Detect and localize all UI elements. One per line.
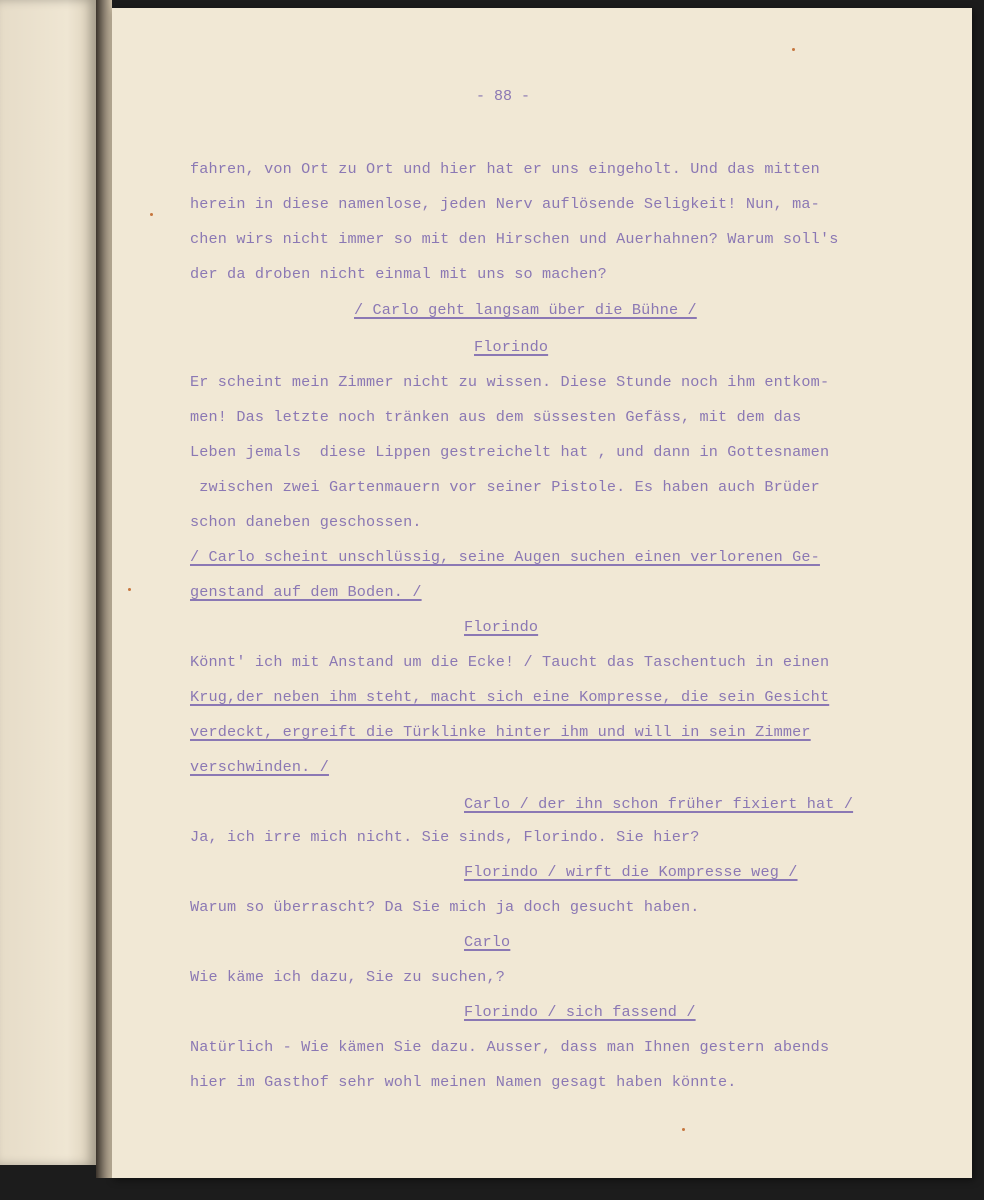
paper-speck <box>792 48 795 51</box>
speaker-name: Carlo / der ihn schon früher fixiert hat / <box>464 795 854 813</box>
stage-direction: / Carlo scheint unschlüssig, seine Augen suchen einen verlorenen Ge- <box>190 548 820 566</box>
paper-speck <box>682 1128 685 1131</box>
text-line: fahren, von Ort zu Ort und hier hat er uns eingeholt. Und das mitten <box>190 160 820 178</box>
text-line: Könnt' ich mit Anstand um die Ecke! / Taucht das Taschentuch in einen <box>190 653 830 671</box>
text-line: schon daneben geschossen. <box>190 513 422 531</box>
stage-direction: Krug,der neben ihm steht, macht sich eine Kompresse, die sein Gesicht <box>190 688 830 706</box>
page-number: - 88 - <box>476 88 531 105</box>
previous-page-edge <box>0 0 96 1165</box>
speaker-name: Carlo <box>464 933 511 951</box>
text-line: Er scheint mein Zimmer nicht zu wissen. Diese Stunde noch ihm entkom- <box>190 373 830 391</box>
text-line: Natürlich - Wie kämen Sie dazu. Ausser, dass man Ihnen gestern abends <box>190 1038 830 1056</box>
text-line: chen wirs nicht immer so mit den Hirschen und Auerhahnen? Warum soll's <box>190 230 839 248</box>
book-spine <box>96 0 112 1178</box>
text-line: Wie käme ich dazu, Sie zu suchen,? <box>190 968 505 986</box>
stage-direction: genstand auf dem Boden. / <box>190 583 422 601</box>
paper-speck <box>128 588 131 591</box>
text-line: Leben jemals diese Lippen gestreichelt hat , und dann in Gottesnamen <box>190 443 830 461</box>
typescript-page <box>112 8 972 1178</box>
stage-direction: verdeckt, ergreift die Türklinke hinter ihm und will in sein Zimmer <box>190 723 811 741</box>
speaker-name: Florindo / sich fassend / <box>464 1003 696 1021</box>
text-line: Ja, ich irre mich nicht. Sie sinds, Florindo. Sie hier? <box>190 828 700 846</box>
text-line: Warum so überrascht? Da Sie mich ja doch gesucht haben. <box>190 898 700 916</box>
text-line: zwischen zwei Gartenmauern vor seiner Pistole. Es haben auch Brüder <box>190 478 820 496</box>
speaker-name: Florindo <box>474 338 549 356</box>
text-line: hier im Gasthof sehr wohl meinen Namen gesagt haben könnte. <box>190 1073 737 1091</box>
text-line: men! Das letzte noch tränken aus dem süssesten Gefäss, mit dem das <box>190 408 802 426</box>
speaker-name: Florindo <box>464 618 539 636</box>
paper-speck <box>150 213 153 216</box>
stage-direction: verschwinden. / <box>190 758 329 776</box>
text-line: herein in diese namenlose, jeden Nerv auflösende Seligkeit! Nun, ma- <box>190 195 820 213</box>
stage-direction: / Carlo geht langsam über die Bühne / <box>354 301 697 319</box>
text-line: der da droben nicht einmal mit uns so machen? <box>190 265 607 283</box>
speaker-name: Florindo / wirft die Kompresse weg / <box>464 863 798 881</box>
